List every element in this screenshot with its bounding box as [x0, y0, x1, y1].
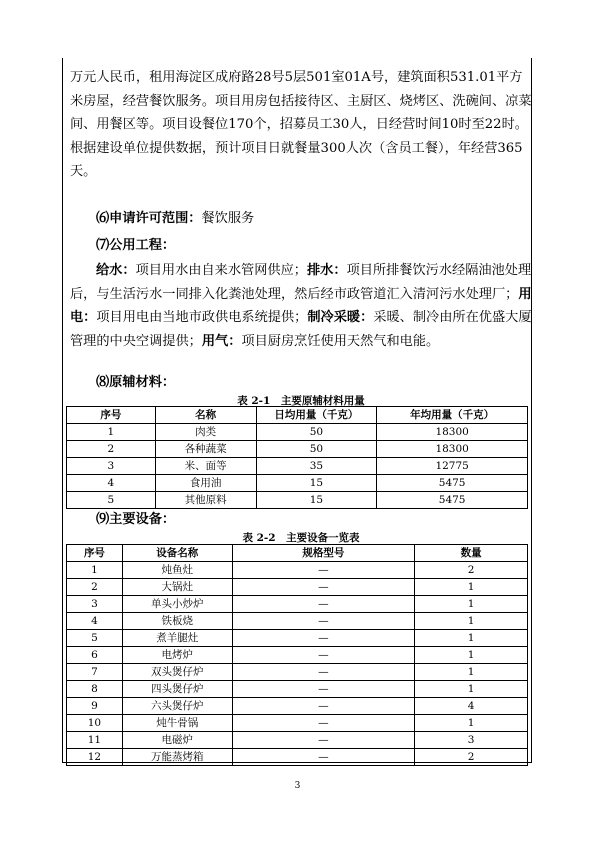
table-cell: 1: [67, 424, 156, 441]
table-cell: 1: [415, 681, 528, 698]
table-row: [67, 715, 528, 732]
table-cell: —: [232, 630, 415, 647]
table-cell: 5475: [377, 492, 528, 509]
table-2-caption: 表 2-2 主要设备一览表: [242, 532, 360, 544]
table-row: [67, 613, 528, 630]
section-6-heading: ⑹申请许可范围：: [96, 211, 202, 226]
table-cell: —: [232, 647, 415, 664]
table-cell: —: [232, 749, 415, 766]
col-header: 设备名称: [122, 545, 232, 562]
table-cell: 1: [67, 562, 123, 579]
table-cell: 5: [67, 630, 123, 647]
table-cell: 3: [67, 596, 123, 613]
table-cell: —: [232, 681, 415, 698]
table-header-row: [67, 545, 528, 562]
section-6-value: 餐饮服务: [201, 211, 255, 226]
table-cell: 铁板烧: [122, 613, 232, 630]
table-cell: 35: [256, 458, 377, 475]
utilities-paragraph: [70, 259, 532, 353]
gas-label: 用气：: [201, 333, 242, 349]
table-cell: 2: [415, 562, 528, 579]
table-cell: 各种蔬菜: [155, 441, 256, 458]
drain-text: 项目所排餐饮污水经隔油池处理后，与生活污水一同排入化粪池处理，然后经市政管道汇入清河污水处理厂；: [70, 263, 532, 302]
hvac-label: 制冷采暖：: [307, 310, 374, 325]
table-row: [67, 681, 528, 698]
intro-paragraph: 万元人民币，租用海淀区成府路28号5层501室01A号，建筑面积531.01平方米房屋，经营餐饮服务。项目用房包括接待区、主厨区、烧烤区、洗碗间、凉菜间、用餐区等。项目设餐位170个，招募员工30人，日经营时间10时至22时。根据建设单位提供数据，预计项目日就餐量300人次（含员工餐），年经营365天。: [70, 70, 532, 179]
table-row: [67, 647, 528, 664]
table-cell: 1: [415, 715, 528, 732]
table-cell: 其他原料: [155, 492, 256, 509]
table-row: [67, 630, 528, 647]
table-cell: 12: [67, 749, 123, 766]
table-cell: 米、面等: [155, 458, 256, 475]
table-cell: 10: [67, 715, 123, 732]
col-header: 规格型号: [232, 545, 415, 562]
table-cell: —: [232, 664, 415, 681]
section-9-heading: ⑼主要设备：: [96, 512, 176, 527]
table-cell: 煮羊腿灶: [122, 630, 232, 647]
table-cell: 炖鱼灶: [122, 562, 232, 579]
table-cell: 9: [67, 698, 123, 715]
col-header: 年均用量（千克）: [377, 407, 528, 424]
table-cell: 2: [67, 441, 156, 458]
table-cell: 六头煲仔炉: [122, 698, 232, 715]
table-row: [67, 492, 528, 509]
gas-text: 项目厨房烹饪使用天然气和电能。: [241, 333, 440, 349]
table-cell: 18300: [377, 424, 528, 441]
table-cell: 50: [256, 441, 377, 458]
table-cell: 8: [67, 681, 123, 698]
table-cell: —: [232, 715, 415, 732]
table-1-caption: 表 2-1 主要原辅材料用量: [237, 395, 365, 407]
col-header: 名称: [155, 407, 256, 424]
page-number: 3: [294, 781, 301, 791]
table-cell: 7: [67, 664, 123, 681]
table-cell: 4: [415, 698, 528, 715]
table-header-row: [67, 407, 528, 424]
table-row: [67, 579, 528, 596]
table-cell: —: [232, 698, 415, 715]
table-cell: 50: [256, 424, 377, 441]
table-cell: 万能蒸烤箱: [122, 749, 232, 766]
table-cell: 食用油: [155, 475, 256, 492]
power-label: 用电：: [70, 286, 532, 325]
table-cell: 肉类: [155, 424, 256, 441]
table-cell: 四头煲仔炉: [122, 681, 232, 698]
power-text: 项目用电由当地市政供电系统提供；: [96, 310, 308, 325]
table-row: [67, 458, 528, 475]
table-row: [67, 441, 528, 458]
equipment-table: [66, 544, 528, 766]
table-cell: 5475: [377, 475, 528, 492]
table-cell: 双头煲仔炉: [122, 664, 232, 681]
table-cell: 1: [415, 664, 528, 681]
table-cell: 2: [415, 749, 528, 766]
drain-label: 排水：: [307, 263, 347, 278]
table-cell: 6: [67, 647, 123, 664]
table-cell: —: [232, 732, 415, 749]
water-label: 给水：: [96, 263, 136, 278]
table-cell: —: [232, 579, 415, 596]
table-cell: 18300: [377, 441, 528, 458]
table-cell: 电烤炉: [122, 647, 232, 664]
water-text: 项目用水由自来水管网供应；: [135, 263, 307, 278]
table-cell: 1: [415, 579, 528, 596]
col-header: 序号: [67, 545, 123, 562]
table-cell: —: [232, 613, 415, 630]
table-cell: 大锅灶: [122, 579, 232, 596]
col-header: 数量: [415, 545, 528, 562]
table-cell: 电磁炉: [122, 732, 232, 749]
table-row: [67, 698, 528, 715]
table-cell: 单头小炒炉: [122, 596, 232, 613]
table-cell: —: [232, 562, 415, 579]
hvac-text: 采暖、制冷由所在优盛大厦管理的中央空调提供；: [70, 310, 532, 349]
section-6: [70, 207, 532, 231]
col-header: 日均用量（千克）: [256, 407, 377, 424]
table-cell: 1: [415, 630, 528, 647]
table-cell: 3: [67, 458, 156, 475]
table-cell: 11: [67, 732, 123, 749]
table-cell: 2: [67, 579, 123, 596]
table-cell: 4: [67, 475, 156, 492]
section-8-heading: ⑻原辅材料：: [96, 375, 176, 390]
materials-table: [66, 406, 528, 509]
table-row: [67, 749, 528, 766]
table-row: [67, 596, 528, 613]
table-cell: 5: [67, 492, 156, 509]
table-cell: 12775: [377, 458, 528, 475]
table-cell: —: [232, 596, 415, 613]
table-row: [67, 475, 528, 492]
table-row: [67, 664, 528, 681]
table-cell: 15: [256, 492, 377, 509]
table-cell: 3: [415, 732, 528, 749]
table-row: [67, 424, 528, 441]
col-header: 序号: [67, 407, 156, 424]
table-cell: 1: [415, 613, 528, 630]
table-cell: 1: [415, 647, 528, 664]
table-row: [67, 562, 528, 579]
table-cell: 炖牛骨锅: [122, 715, 232, 732]
table-cell: 1: [415, 596, 528, 613]
section-7-heading: ⑺公用工程：: [96, 238, 176, 253]
table-cell: 15: [256, 475, 377, 492]
table-cell: 4: [67, 613, 123, 630]
table-row: [67, 732, 528, 749]
